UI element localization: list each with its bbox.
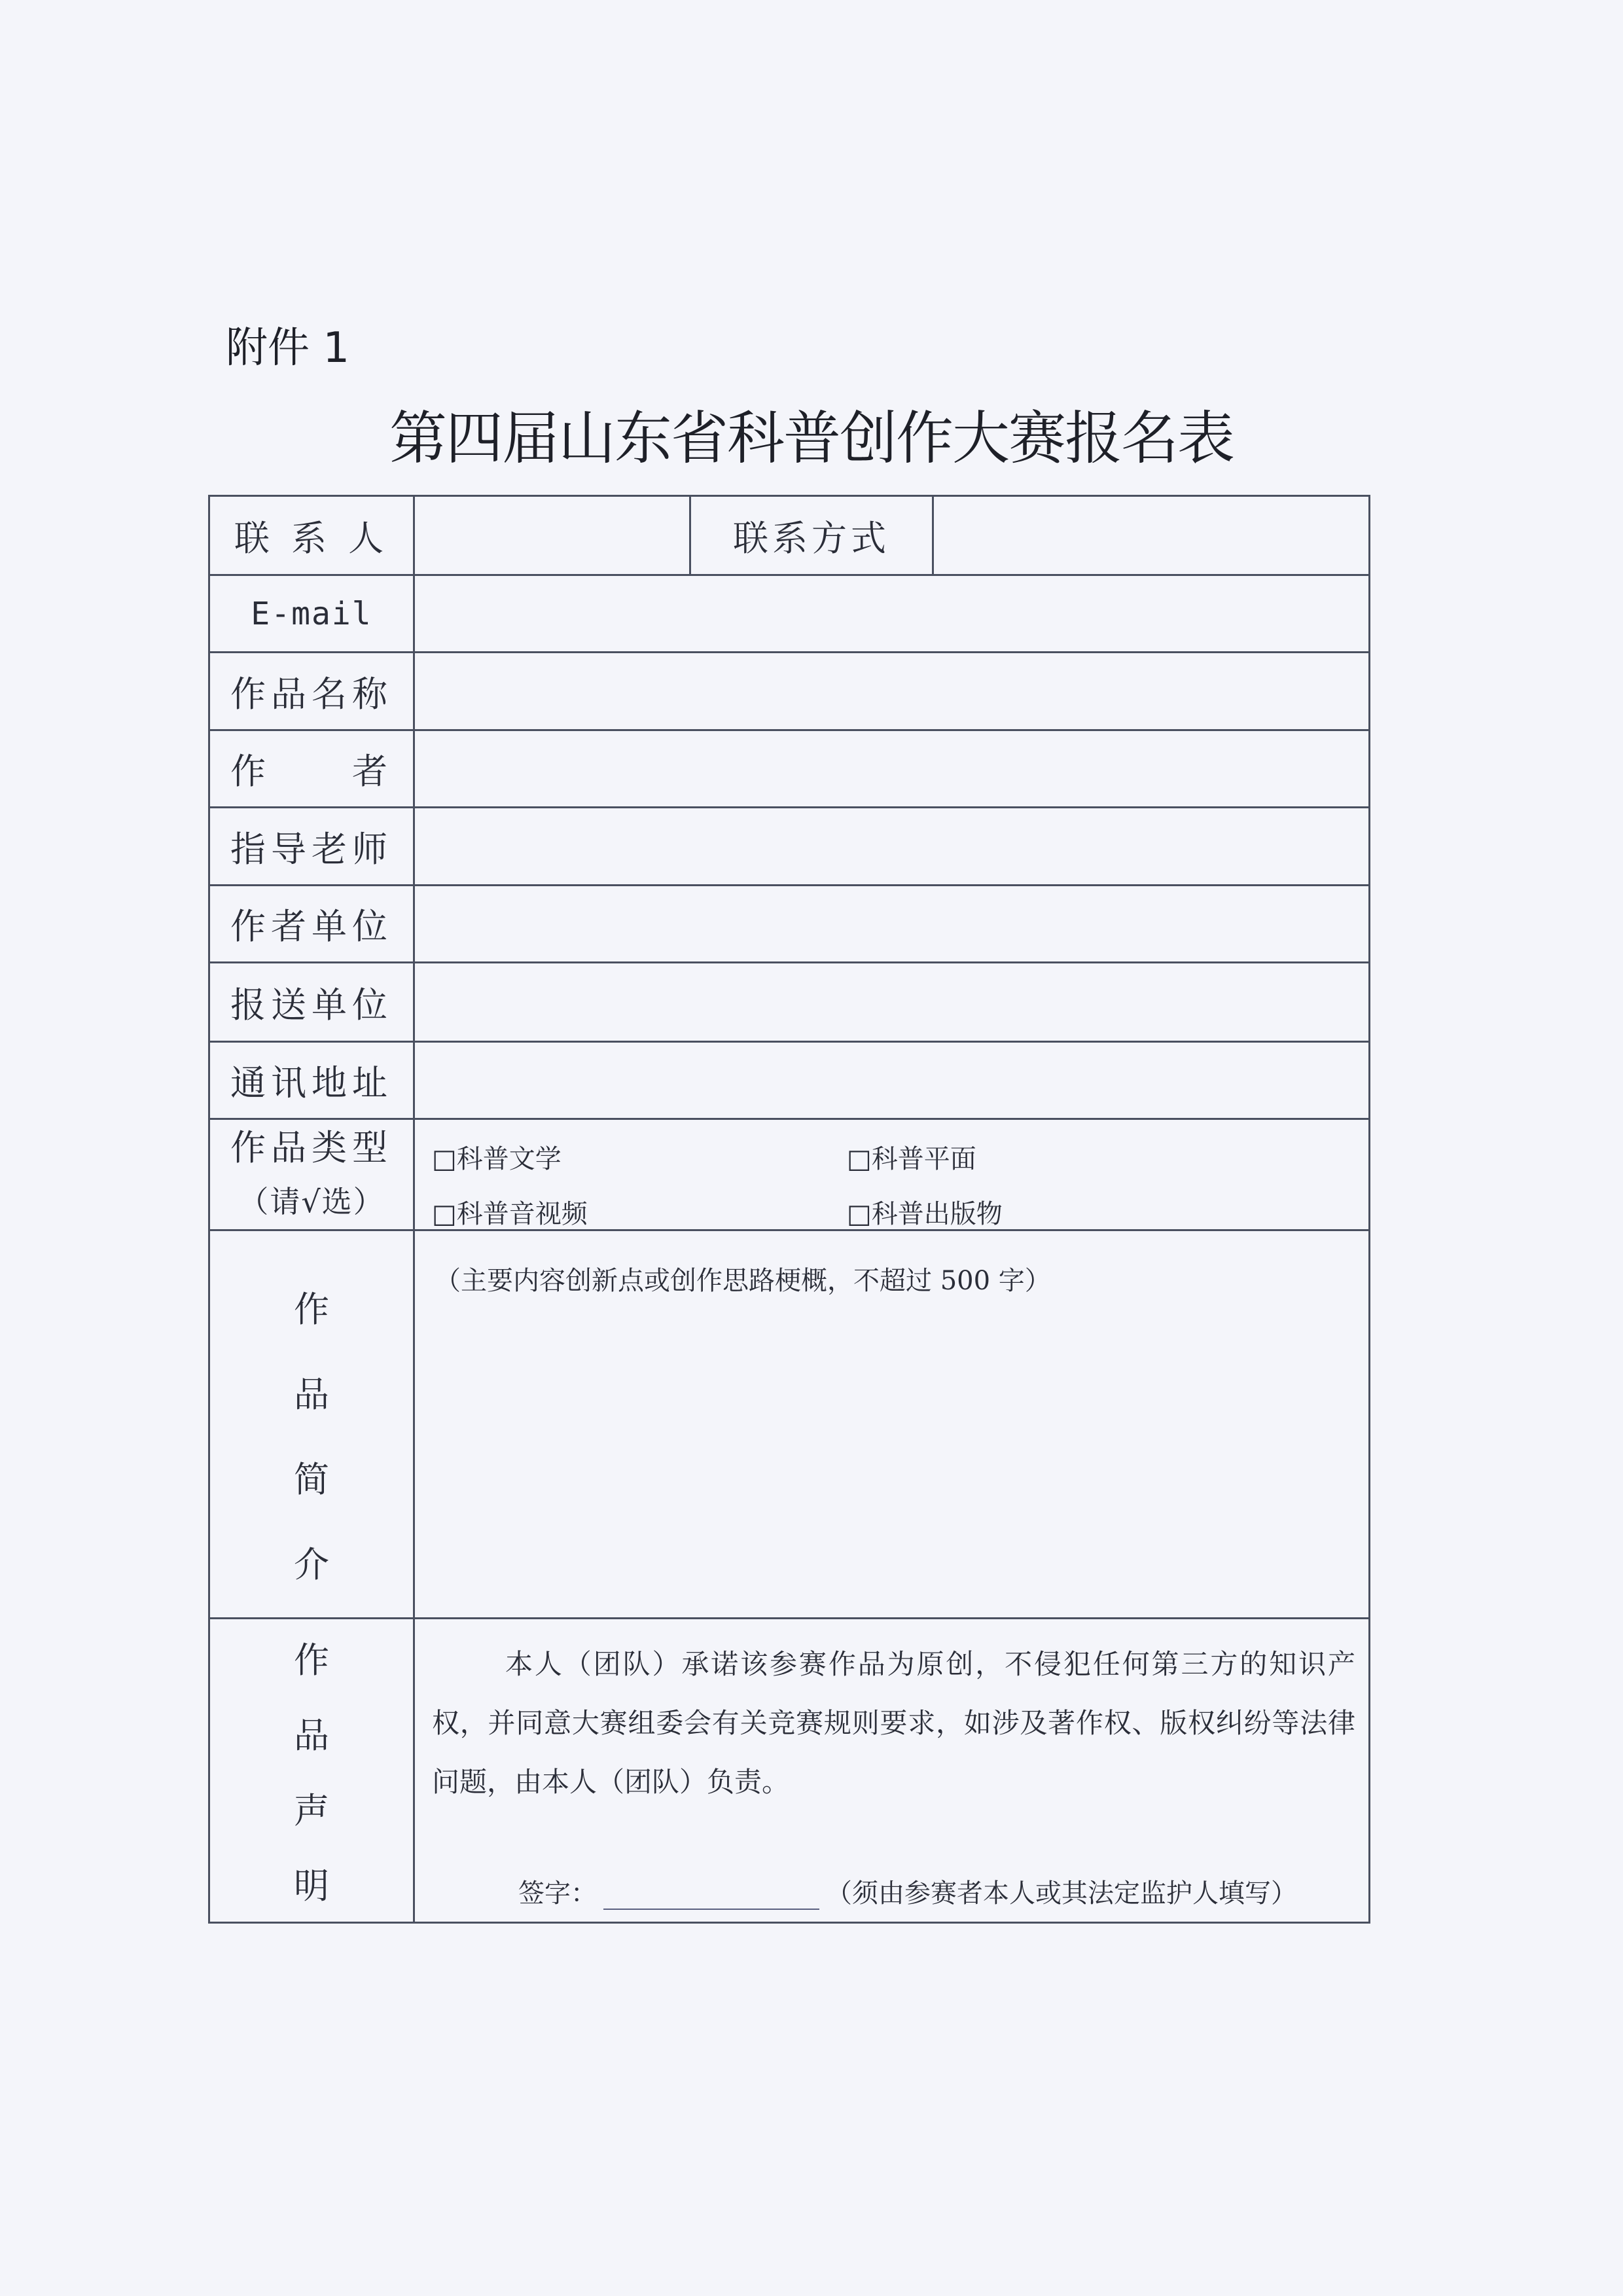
checkbox-sci-publication[interactable]: □科普出版物 [847, 1199, 1003, 1229]
author-field[interactable] [414, 730, 1370, 808]
registration-form [208, 495, 1370, 1924]
submitting-unit-field[interactable] [414, 963, 1370, 1042]
author-label: 作 者 [209, 730, 414, 808]
signature-label: 签字： [518, 1878, 597, 1909]
signature-note: （须由参赛者本人或其法定监护人填写） [826, 1878, 1297, 1909]
attachment-label: 附件 1 [226, 324, 350, 372]
signature-field[interactable] [603, 1909, 819, 1910]
work-name-field[interactable] [414, 653, 1370, 730]
work-name-label: 作品名称 [209, 653, 414, 730]
email-field[interactable] [414, 575, 1370, 653]
contact-method-label: 联系方式 [690, 496, 933, 575]
intro-field[interactable] [414, 1230, 1370, 1619]
declaration-label-char: 明 [294, 1865, 329, 1907]
author-unit-label: 作者单位 [209, 886, 414, 963]
advisor-label: 指导老师 [209, 808, 414, 886]
checkbox-sci-graphic[interactable]: □科普平面 [847, 1144, 976, 1174]
address-field[interactable] [414, 1042, 1370, 1119]
contact-person-field[interactable] [414, 496, 690, 575]
work-type-options [414, 1119, 1370, 1230]
email-label: E-mail [209, 575, 414, 653]
declaration-label-char: 声 [294, 1790, 329, 1831]
intro-label-char: 介 [294, 1543, 329, 1585]
submitting-unit-label: 报送单位 [209, 963, 414, 1042]
declaration-label-char: 品 [294, 1715, 329, 1756]
checkbox-sci-literature[interactable]: □科普文学 [432, 1144, 562, 1174]
declaration-text: 本人（团队）承诺该参赛作品为原创，不侵犯任何第三方的知识产权，并同意大赛组委会有关竞赛规则要求，如涉及著作权、版权纠纷等法律问题，由本人（团队）负责。 [432, 1648, 1355, 1798]
advisor-field[interactable] [414, 808, 1370, 886]
intro-label-char: 作 [294, 1288, 329, 1330]
address-label: 通讯地址 [209, 1042, 414, 1119]
intro-label [209, 1230, 414, 1619]
work-type-title: 作品类型 [230, 1126, 393, 1168]
declaration-label-char: 作 [294, 1640, 329, 1681]
page-title: 第四届山东省科普创作大赛报名表 [389, 404, 1234, 472]
work-type-label [209, 1119, 414, 1230]
signature-row [518, 1873, 1297, 1910]
checkbox-sci-audio-video[interactable]: □科普音视频 [432, 1199, 588, 1229]
intro-label-char: 简 [294, 1458, 329, 1500]
intro-label-char: 品 [294, 1373, 329, 1415]
author-unit-field[interactable] [414, 886, 1370, 963]
intro-hint: （主要内容创新点或创作思路梗概，不超过 500 字） [435, 1266, 1051, 1296]
contact-person-label: 联 系 人 [209, 496, 414, 575]
declaration-label [209, 1619, 414, 1923]
work-type-sublabel: （请√选） [238, 1183, 385, 1219]
declaration-cell [414, 1619, 1370, 1923]
contact-method-field[interactable] [933, 496, 1370, 575]
